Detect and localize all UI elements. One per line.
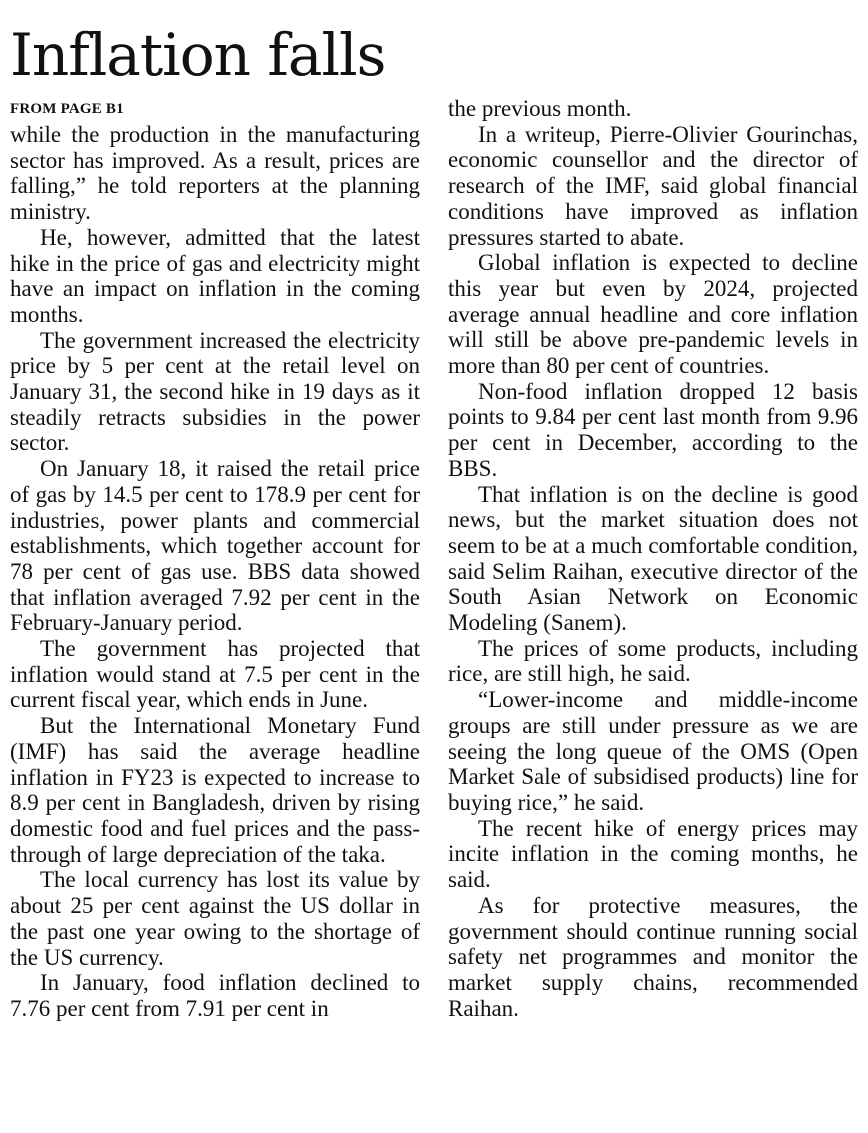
paragraph: The prices of some products, including rice, are still high, he said. — [448, 635, 858, 687]
headline: Inflation falls — [10, 21, 386, 89]
continued-from-label: FROM PAGE B1 — [10, 101, 124, 117]
article-column-left — [10, 96, 420, 1022]
paragraph: As for protective measures, the government should continue running social safety net programmes and monitor the market supply chains, recommended Raihan. — [448, 892, 858, 1021]
paragraph: But the International Monetary Fund (IMF) has said the average headline inflation in FY23 is expected to increase to 8.9 per cent in Bangladesh, driven by rising domestic food and fuel prices and the pass-through of large depreciation of the taka. — [10, 713, 420, 867]
paragraph: That inflation is on the decline is good news, but the market situation does not seem to be at a much comfortable condition, said Selim Raihan, executive director of the South Asian Network on Economic Modeling (Sanem). — [448, 481, 858, 636]
paragraph: while the production in the manufacturing sector has improved. As a result, prices are falling,” he told reporters at the planning ministry. — [10, 122, 420, 225]
paragraph: In January, food inflation declined to 7.76 per cent from 7.91 per cent in — [10, 970, 420, 1021]
paragraph: He, however, admitted that the latest hike in the price of gas and electricity might have an impact on inflation in the coming months. — [10, 224, 420, 327]
paragraph: In a writeup, Pierre-Olivier Gourinchas, economic counsellor and the director of research of the IMF, said global financial conditions have improved as inflation pressures started to abate. — [448, 121, 858, 250]
paragraph: “Lower-income and middle-income groups are still under pressure as we are seeing the long queue of the OMS (Open Market Sale of subsidised products) line for buying rice,” he said. — [448, 687, 858, 815]
paragraph: The local currency has lost its value by about 25 per cent against the US dollar in the past one year owing to the shortage of the US currency. — [10, 867, 420, 970]
paragraph: the previous month. — [448, 96, 632, 121]
paragraph: The recent hike of energy prices may incite inflation in the coming months, he said. — [448, 815, 858, 893]
paragraph: On January 18, it raised the retail price of gas by 14.5 per cent to 178.9 per cent for industries, power plants and commercial establishments, which together account for 78 per cent of gas use. BBS data showed that inflation averaged 7.92 per cent in the February-January period. — [10, 456, 420, 636]
paragraph: The government has projected that inflation would stand at 7.5 per cent in the current fiscal year, which ends in June. — [10, 636, 420, 713]
paragraph: Global inflation is expected to decline this year but even by 2024, projected average annual headline and core inflation will still be above pre-pandemic levels in more than 80 per cent of countries. — [448, 250, 858, 379]
paragraph: The government increased the electricity price by 5 per cent at the retail level on January 31, the second hike in 19 days as it steadily retracts subsidies in the power sector. — [10, 327, 420, 456]
article-column-right — [448, 96, 858, 1021]
paragraph: Non-food inflation dropped 12 basis points to 9.84 per cent last month from 9.96 per cent in December, according to the BBS. — [448, 378, 858, 481]
